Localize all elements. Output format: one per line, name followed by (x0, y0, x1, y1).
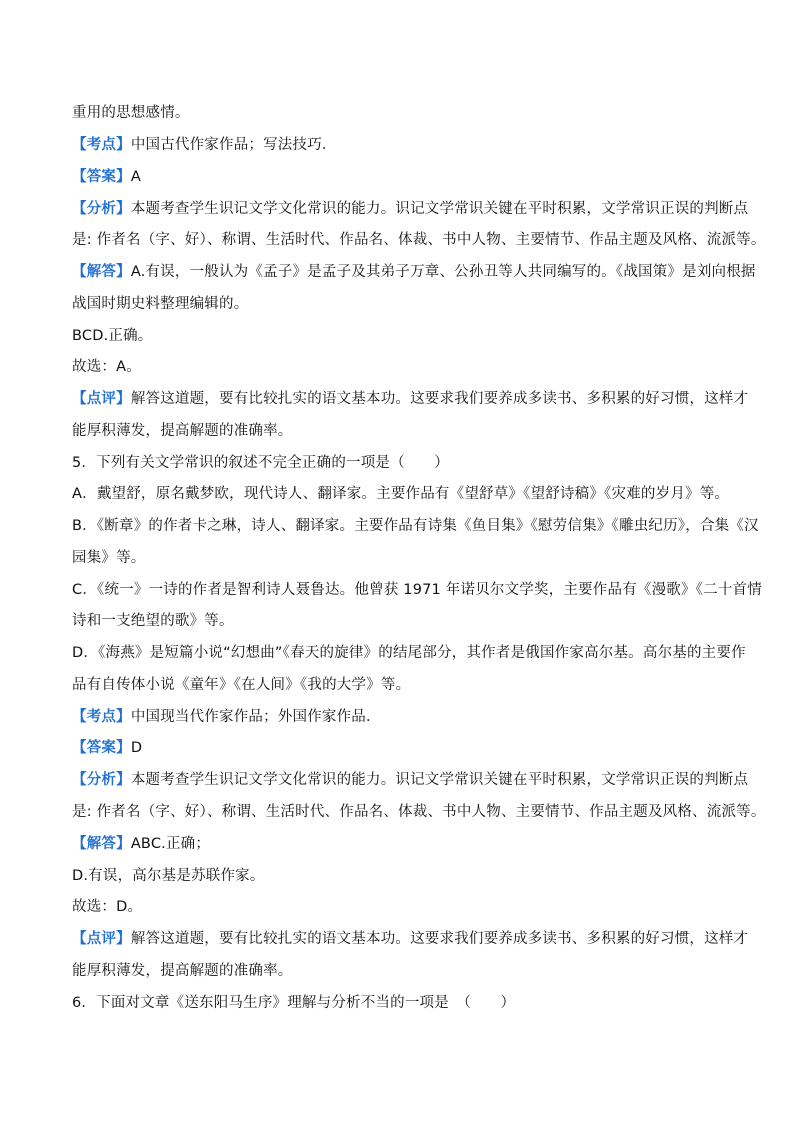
option-c-cont: 诗和一支绝望的歌》等。 (72, 613, 234, 629)
answer-text-2: D (130, 740, 143, 756)
solution-tag: 【解答】 (72, 264, 131, 280)
comment-line-2-cont: 能厚积薄发，提高解题的准确率。 (72, 963, 293, 979)
kaodian-line-2 (72, 707, 732, 727)
analysis-text-2: 本题考查学生识记文学文化常识的能力。识记文学常识关键在平时积累，文学常识正误的判断点 (130, 772, 749, 788)
answer-line-2 (72, 738, 732, 758)
comment-tag: 【点评】 (72, 391, 131, 407)
comment-line-2 (72, 929, 749, 949)
solution-line-2-cont: D.有误，高尔基是苏联作家。 (72, 868, 265, 884)
comment-tag-2: 【点评】 (72, 931, 131, 947)
option-a: A．戴望舒，原名戴梦欧，现代诗人、翻译家。主要作品有《望舒草》《望舒诗稿》《灾难的岁月》等。 (72, 486, 730, 502)
analysis-line (72, 199, 749, 219)
kaodian-line (72, 135, 732, 155)
kaodian-tag: 【考点】 (72, 137, 131, 153)
kaodian-text-2: 中国现当代作家作品；外国作家作品． (130, 709, 381, 725)
solution-line-2 (72, 834, 732, 854)
option-d: D．《海燕》是短篇小说“幻想曲”《春天的旋律》的结尾部分，其作者是俄国作家高尔基。高尔基的主要作 (72, 645, 746, 661)
option-d-cont: 品有自传体小说《童年》《在人间》《我的大学》等。 (72, 677, 411, 693)
solution-text: A.有误，一般认为《孟子》是孟子及其弟子万章、公孙丑等人共同编写的。《战国策》是刘向根据 (130, 264, 756, 280)
question-5-stem: 5．下列有关文学常识的叙述不完全正确的一项是（ ） (72, 455, 449, 471)
option-b: B．《断章》的作者卡之琳，诗人、翻译家。主要作品有诗集《鱼目集》《慰劳信集》《雕虫纪历》，合集《汉 (72, 518, 759, 534)
solution-line (72, 262, 756, 282)
continuation-line: 重用的思想感情。 (72, 105, 190, 121)
comment-text-2: 解答这道题，要有比较扎实的语文基本功。这要求我们要养成多读书、多积累的好习惯，这样才 (130, 931, 749, 947)
comment-text: 解答这道题，要有比较扎实的语文基本功。这要求我们要养成多读书、多积累的好习惯，这样才 (130, 391, 749, 407)
kaodian-text: 中国古代作家作品；写法技巧． (130, 137, 337, 153)
kaodian-tag-2: 【考点】 (72, 709, 131, 725)
option-c: C．《统一》一诗的作者是智利诗人聂鲁达。他曾获 1971 年诺贝尔文学奖，主要作品有《漫歌》《二十首情 (72, 582, 762, 598)
answer-text: A (130, 169, 141, 185)
answer-line (72, 167, 732, 187)
answer-tag-2: 【答案】 (72, 740, 131, 756)
solution-tag-2: 【解答】 (72, 836, 131, 852)
solution-line-cont: 战国时期史料整理编辑的。 (72, 296, 249, 312)
answer-tag: 【答案】 (72, 169, 131, 185)
analysis-line-2-cont: 是: 作者名（字、好）、称谓、生活时代、作品名、体裁、书中人物、主要情节、作品主题及风格、流派等。 (72, 804, 766, 820)
choice-line: 故选：A。 (72, 359, 141, 375)
question-6-stem: 6．下面对文章《送东阳马生序》理解与分析不当的一项是 （ ） (72, 995, 516, 1011)
comment-line (72, 389, 749, 409)
bcd-line: BCD.正确。 (72, 328, 153, 344)
option-b-cont: 园集》等。 (72, 550, 146, 566)
comment-line-cont: 能厚积薄发，提高解题的准确率。 (72, 423, 293, 439)
choice-line-2: 故选：D。 (72, 899, 143, 915)
solution-text-2: ABC.正确； (130, 836, 211, 852)
analysis-tag-2: 【分析】 (72, 772, 131, 788)
analysis-line-cont: 是: 作者名（字、好）、称谓、生活时代、作品名、体裁、书中人物、主要情节、作品主题及风格、流派等。 (72, 232, 766, 248)
analysis-text: 本题考查学生识记文学文化常识的能力。识记文学常识关键在平时积累，文学常识正误的判断点 (130, 201, 749, 217)
analysis-tag: 【分析】 (72, 201, 131, 217)
analysis-line-2 (72, 770, 749, 790)
